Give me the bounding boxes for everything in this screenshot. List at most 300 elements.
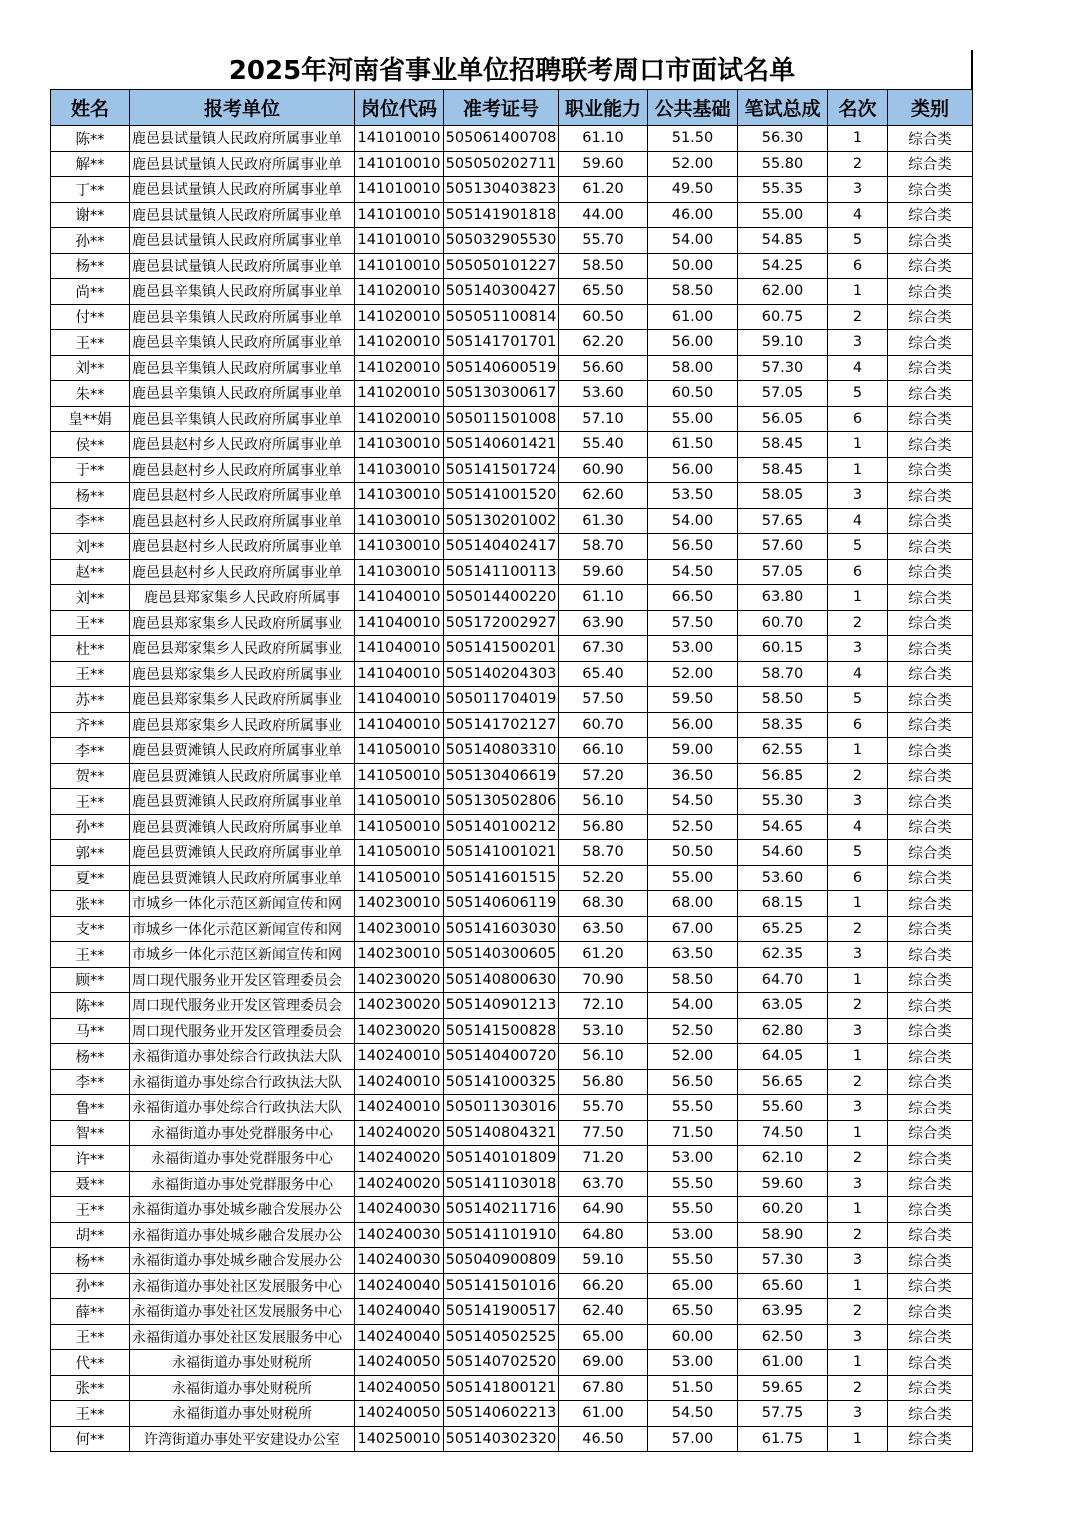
cell-unit: 永福街道办事处财税所 [130, 1375, 355, 1401]
table-row [51, 1197, 973, 1223]
cell-rank: 2 [828, 1375, 888, 1401]
cell-written-total: 56.30 [738, 126, 828, 152]
cell-written-total: 63.95 [738, 1299, 828, 1325]
cell-written-total: 56.05 [738, 406, 828, 432]
cell-professional-ability: 63.70 [559, 1171, 648, 1197]
cell-public-basics: 54.50 [648, 789, 738, 815]
cell-public-basics: 57.50 [648, 610, 738, 636]
cell-professional-ability: 60.50 [559, 304, 648, 330]
cell-category: 综合类 [888, 1375, 973, 1401]
cell-rank: 2 [828, 1299, 888, 1325]
table-row [51, 763, 973, 789]
cell-public-basics: 52.00 [648, 661, 738, 687]
cell-unit: 永福街道办事处党群服务中心 [130, 1146, 355, 1172]
cell-ticket-number: 505140101809 [444, 1146, 559, 1172]
cell-unit: 鹿邑县赵村乡人民政府所属事业单 [130, 432, 355, 458]
cell-professional-ability: 62.60 [559, 483, 648, 509]
cell-name: 李** [51, 508, 130, 534]
cell-professional-ability: 65.50 [559, 279, 648, 305]
cell-written-total: 58.50 [738, 687, 828, 713]
cell-ticket-number: 505051100814 [444, 304, 559, 330]
cell-name: 李** [51, 1069, 130, 1095]
cell-written-total: 64.70 [738, 967, 828, 993]
cell-written-total: 59.65 [738, 1375, 828, 1401]
cell-rank: 4 [828, 355, 888, 381]
cell-unit: 永福街道办事处财税所 [130, 1350, 355, 1376]
cell-public-basics: 60.50 [648, 381, 738, 407]
table-row [51, 1044, 973, 1070]
cell-public-basics: 57.00 [648, 1426, 738, 1452]
cell-public-basics: 52.00 [648, 1044, 738, 1070]
cell-ticket-number: 505140606119 [444, 891, 559, 917]
cell-written-total: 58.45 [738, 432, 828, 458]
cell-professional-ability: 58.70 [559, 840, 648, 866]
table-row [51, 457, 973, 483]
cell-ticket-number: 505141901818 [444, 202, 559, 228]
cell-name: 赵** [51, 559, 130, 585]
cell-professional-ability: 58.50 [559, 253, 648, 279]
cell-name: 李** [51, 738, 130, 764]
cell-ticket-number: 505141702127 [444, 712, 559, 738]
cell-category: 综合类 [888, 406, 973, 432]
cell-category: 综合类 [888, 1324, 973, 1350]
header-category: 类别 [888, 90, 973, 126]
cell-name: 马** [51, 1018, 130, 1044]
cell-professional-ability: 61.10 [559, 126, 648, 152]
cell-category: 综合类 [888, 559, 973, 585]
cell-public-basics: 55.00 [648, 406, 738, 432]
cell-ticket-number: 505040900809 [444, 1248, 559, 1274]
cell-post-code: 141050010 [355, 763, 444, 789]
cell-written-total: 62.55 [738, 738, 828, 764]
cell-name: 孙** [51, 814, 130, 840]
cell-name: 代** [51, 1350, 130, 1376]
cell-professional-ability: 67.30 [559, 636, 648, 662]
cell-category: 综合类 [888, 942, 973, 968]
cell-unit: 永福街道办事处综合行政执法大队 [130, 1095, 355, 1121]
cell-rank: 2 [828, 993, 888, 1019]
cell-written-total: 55.35 [738, 177, 828, 203]
cell-name: 解** [51, 151, 130, 177]
cell-name: 皇**娟 [51, 406, 130, 432]
cell-rank: 3 [828, 177, 888, 203]
cell-category: 综合类 [888, 202, 973, 228]
cell-post-code: 140240050 [355, 1375, 444, 1401]
cell-unit: 鹿邑县赵村乡人民政府所属事业单 [130, 534, 355, 560]
cell-professional-ability: 63.50 [559, 916, 648, 942]
cell-unit: 永福街道办事处城乡融合发展办公 [130, 1197, 355, 1223]
cell-written-total: 65.60 [738, 1273, 828, 1299]
cell-ticket-number: 505141103018 [444, 1171, 559, 1197]
cell-post-code: 140230010 [355, 916, 444, 942]
cell-unit: 鹿邑县辛集镇人民政府所属事业单 [130, 381, 355, 407]
cell-public-basics: 36.50 [648, 763, 738, 789]
cell-unit: 鹿邑县试量镇人民政府所属事业单 [130, 228, 355, 254]
cell-unit: 鹿邑县郑家集乡人民政府所属事业 [130, 712, 355, 738]
cell-ticket-number: 505061400708 [444, 126, 559, 152]
cell-post-code: 141050010 [355, 865, 444, 891]
cell-unit: 永福街道办事处社区发展服务中心 [130, 1299, 355, 1325]
table-row [51, 1069, 973, 1095]
table-row [51, 840, 973, 866]
cell-name: 王** [51, 942, 130, 968]
cell-name: 何** [51, 1426, 130, 1452]
cell-ticket-number: 505141501724 [444, 457, 559, 483]
table-row [51, 1375, 973, 1401]
table-row [51, 942, 973, 968]
table-row [51, 1273, 973, 1299]
cell-unit: 鹿邑县郑家集乡人民政府所属事 [130, 585, 355, 611]
cell-category: 综合类 [888, 483, 973, 509]
cell-rank: 6 [828, 406, 888, 432]
cell-professional-ability: 59.60 [559, 559, 648, 585]
cell-name: 鲁** [51, 1095, 130, 1121]
table-row [51, 916, 973, 942]
cell-unit: 永福街道办事处城乡融合发展办公 [130, 1222, 355, 1248]
cell-category: 综合类 [888, 610, 973, 636]
cell-category: 综合类 [888, 1146, 973, 1172]
cell-written-total: 62.10 [738, 1146, 828, 1172]
cell-post-code: 140240050 [355, 1350, 444, 1376]
cell-ticket-number: 505141000325 [444, 1069, 559, 1095]
cell-name: 王** [51, 1401, 130, 1427]
cell-professional-ability: 70.90 [559, 967, 648, 993]
cell-ticket-number: 505011303016 [444, 1095, 559, 1121]
table-row [51, 1299, 973, 1325]
cell-public-basics: 67.00 [648, 916, 738, 942]
cell-written-total: 55.30 [738, 789, 828, 815]
cell-public-basics: 46.00 [648, 202, 738, 228]
cell-ticket-number: 505140400720 [444, 1044, 559, 1070]
cell-rank: 5 [828, 534, 888, 560]
cell-post-code: 140230020 [355, 1018, 444, 1044]
cell-professional-ability: 61.20 [559, 942, 648, 968]
cell-category: 综合类 [888, 355, 973, 381]
cell-ticket-number: 505011704019 [444, 687, 559, 713]
cell-post-code: 141020010 [355, 279, 444, 305]
cell-unit: 周口现代服务业开发区管理委员会 [130, 993, 355, 1019]
table-row [51, 126, 973, 152]
cell-category: 综合类 [888, 1299, 973, 1325]
cell-professional-ability: 69.00 [559, 1350, 648, 1376]
cell-unit: 许湾街道办事处平安建设办公室 [130, 1426, 355, 1452]
cell-unit: 鹿邑县辛集镇人民政府所属事业单 [130, 304, 355, 330]
cell-rank: 4 [828, 814, 888, 840]
cell-category: 综合类 [888, 1044, 973, 1070]
cell-professional-ability: 57.20 [559, 763, 648, 789]
cell-post-code: 140240010 [355, 1044, 444, 1070]
cell-professional-ability: 72.10 [559, 993, 648, 1019]
cell-post-code: 141040010 [355, 636, 444, 662]
cell-post-code: 141020010 [355, 381, 444, 407]
cell-unit: 鹿邑县郑家集乡人民政府所属事业 [130, 661, 355, 687]
cell-public-basics: 55.50 [648, 1197, 738, 1223]
cell-name: 张** [51, 1375, 130, 1401]
cell-unit: 周口现代服务业开发区管理委员会 [130, 967, 355, 993]
cell-ticket-number: 505140804321 [444, 1120, 559, 1146]
cell-public-basics: 58.00 [648, 355, 738, 381]
cell-public-basics: 55.50 [648, 1095, 738, 1121]
table-row [51, 151, 973, 177]
cell-unit: 鹿邑县试量镇人民政府所属事业单 [130, 202, 355, 228]
cell-post-code: 141020010 [355, 355, 444, 381]
cell-written-total: 57.05 [738, 381, 828, 407]
cell-public-basics: 54.00 [648, 228, 738, 254]
cell-category: 综合类 [888, 1222, 973, 1248]
cell-written-total: 59.60 [738, 1171, 828, 1197]
cell-public-basics: 55.50 [648, 1171, 738, 1197]
cell-name: 王** [51, 1197, 130, 1223]
cell-post-code: 141040010 [355, 610, 444, 636]
cell-post-code: 140240030 [355, 1222, 444, 1248]
cell-ticket-number: 505140204303 [444, 661, 559, 687]
cell-post-code: 141040010 [355, 687, 444, 713]
cell-unit: 鹿邑县贾滩镇人民政府所属事业单 [130, 763, 355, 789]
cell-unit: 鹿邑县辛集镇人民政府所属事业单 [130, 330, 355, 356]
cell-public-basics: 51.50 [648, 126, 738, 152]
table-row [51, 967, 973, 993]
cell-rank: 5 [828, 228, 888, 254]
cell-name: 孙** [51, 228, 130, 254]
cell-category: 综合类 [888, 661, 973, 687]
table-row [51, 1426, 973, 1452]
table-row [51, 789, 973, 815]
table-row [51, 585, 973, 611]
cell-unit: 鹿邑县贾滩镇人民政府所属事业单 [130, 814, 355, 840]
table-row [51, 228, 973, 254]
cell-professional-ability: 58.70 [559, 534, 648, 560]
cell-name: 薛** [51, 1299, 130, 1325]
cell-written-total: 62.50 [738, 1324, 828, 1350]
cell-public-basics: 52.50 [648, 1018, 738, 1044]
cell-post-code: 141030010 [355, 508, 444, 534]
cell-public-basics: 54.50 [648, 1401, 738, 1427]
cell-ticket-number: 505141100113 [444, 559, 559, 585]
cell-ticket-number: 505011501008 [444, 406, 559, 432]
cell-name: 支** [51, 916, 130, 942]
cell-public-basics: 53.50 [648, 483, 738, 509]
cell-rank: 2 [828, 1069, 888, 1095]
cell-professional-ability: 44.00 [559, 202, 648, 228]
cell-rank: 5 [828, 381, 888, 407]
cell-post-code: 140240040 [355, 1299, 444, 1325]
cell-public-basics: 53.00 [648, 636, 738, 662]
cell-name: 许** [51, 1146, 130, 1172]
cell-written-total: 63.05 [738, 993, 828, 1019]
table-row [51, 891, 973, 917]
cell-name: 智** [51, 1120, 130, 1146]
cell-public-basics: 53.00 [648, 1350, 738, 1376]
cell-rank: 1 [828, 432, 888, 458]
cell-written-total: 58.70 [738, 661, 828, 687]
cell-ticket-number: 505141500201 [444, 636, 559, 662]
table-row [51, 1324, 973, 1350]
cell-ticket-number: 505140602213 [444, 1401, 559, 1427]
cell-written-total: 60.70 [738, 610, 828, 636]
cell-written-total: 57.30 [738, 1248, 828, 1274]
cell-category: 综合类 [888, 687, 973, 713]
cell-category: 综合类 [888, 865, 973, 891]
cell-professional-ability: 59.10 [559, 1248, 648, 1274]
cell-name: 于** [51, 457, 130, 483]
cell-post-code: 140240020 [355, 1171, 444, 1197]
cell-public-basics: 59.50 [648, 687, 738, 713]
cell-written-total: 61.75 [738, 1426, 828, 1452]
cell-professional-ability: 61.30 [559, 508, 648, 534]
cell-ticket-number: 505141701701 [444, 330, 559, 356]
cell-rank: 5 [828, 687, 888, 713]
cell-professional-ability: 55.40 [559, 432, 648, 458]
cell-unit: 市城乡一体化示范区新闻宣传和网 [130, 916, 355, 942]
table-row [51, 1171, 973, 1197]
cell-written-total: 60.15 [738, 636, 828, 662]
table-row [51, 865, 973, 891]
table-row [51, 304, 973, 330]
cell-professional-ability: 61.00 [559, 1401, 648, 1427]
cell-name: 齐** [51, 712, 130, 738]
cell-rank: 2 [828, 1146, 888, 1172]
cell-public-basics: 50.00 [648, 253, 738, 279]
cell-name: 孙** [51, 1273, 130, 1299]
cell-name: 王** [51, 661, 130, 687]
cell-professional-ability: 77.50 [559, 1120, 648, 1146]
cell-post-code: 140230020 [355, 967, 444, 993]
cell-written-total: 62.80 [738, 1018, 828, 1044]
cell-written-total: 68.15 [738, 891, 828, 917]
cell-category: 综合类 [888, 712, 973, 738]
cell-professional-ability: 71.20 [559, 1146, 648, 1172]
cell-name: 夏** [51, 865, 130, 891]
cell-unit: 鹿邑县贾滩镇人民政府所属事业单 [130, 865, 355, 891]
header-professional-ability: 职业能力 [559, 90, 648, 126]
cell-name: 刘** [51, 534, 130, 560]
cell-rank: 1 [828, 126, 888, 152]
cell-ticket-number: 505140800630 [444, 967, 559, 993]
table-row [51, 814, 973, 840]
cell-ticket-number: 505140211716 [444, 1197, 559, 1223]
cell-ticket-number: 505140601421 [444, 432, 559, 458]
cell-professional-ability: 63.90 [559, 610, 648, 636]
cell-rank: 1 [828, 1044, 888, 1070]
cell-professional-ability: 53.60 [559, 381, 648, 407]
cell-rank: 1 [828, 1197, 888, 1223]
cell-post-code: 140240020 [355, 1146, 444, 1172]
cell-name: 王** [51, 1324, 130, 1350]
cell-written-total: 59.10 [738, 330, 828, 356]
cell-rank: 1 [828, 1350, 888, 1376]
table-row [51, 534, 973, 560]
cell-written-total: 62.00 [738, 279, 828, 305]
cell-category: 综合类 [888, 432, 973, 458]
cell-rank: 3 [828, 1018, 888, 1044]
cell-unit: 永福街道办事处综合行政执法大队 [130, 1044, 355, 1070]
cell-category: 综合类 [888, 1018, 973, 1044]
cell-public-basics: 52.00 [648, 151, 738, 177]
cell-rank: 3 [828, 330, 888, 356]
cell-written-total: 60.75 [738, 304, 828, 330]
cell-public-basics: 54.00 [648, 993, 738, 1019]
cell-post-code: 140250010 [355, 1426, 444, 1452]
cell-written-total: 74.50 [738, 1120, 828, 1146]
cell-post-code: 141020010 [355, 406, 444, 432]
cell-category: 综合类 [888, 840, 973, 866]
cell-post-code: 141010010 [355, 126, 444, 152]
cell-name: 聂** [51, 1171, 130, 1197]
cell-category: 综合类 [888, 814, 973, 840]
cell-name: 丁** [51, 177, 130, 203]
cell-unit: 鹿邑县赵村乡人民政府所属事业单 [130, 483, 355, 509]
cell-category: 综合类 [888, 636, 973, 662]
cell-public-basics: 58.50 [648, 279, 738, 305]
cell-rank: 2 [828, 151, 888, 177]
cell-written-total: 57.60 [738, 534, 828, 560]
cell-post-code: 140240020 [355, 1120, 444, 1146]
cell-name: 胡** [51, 1222, 130, 1248]
cell-professional-ability: 67.80 [559, 1375, 648, 1401]
cell-category: 综合类 [888, 1197, 973, 1223]
cell-public-basics: 56.50 [648, 1069, 738, 1095]
cell-public-basics: 56.00 [648, 330, 738, 356]
cell-written-total: 54.65 [738, 814, 828, 840]
cell-rank: 6 [828, 865, 888, 891]
cell-name: 付** [51, 304, 130, 330]
cell-professional-ability: 53.10 [559, 1018, 648, 1044]
cell-professional-ability: 56.10 [559, 789, 648, 815]
cell-unit: 鹿邑县贾滩镇人民政府所属事业单 [130, 738, 355, 764]
cell-category: 综合类 [888, 534, 973, 560]
cell-unit: 永福街道办事处党群服务中心 [130, 1120, 355, 1146]
cell-category: 综合类 [888, 279, 973, 305]
cell-unit: 鹿邑县郑家集乡人民政府所属事业 [130, 610, 355, 636]
cell-professional-ability: 66.20 [559, 1273, 648, 1299]
cell-public-basics: 53.00 [648, 1146, 738, 1172]
cell-professional-ability: 56.80 [559, 814, 648, 840]
cell-category: 综合类 [888, 177, 973, 203]
cell-name: 王** [51, 610, 130, 636]
cell-unit: 鹿邑县辛集镇人民政府所属事业单 [130, 406, 355, 432]
cell-ticket-number: 505140803310 [444, 738, 559, 764]
cell-professional-ability: 66.10 [559, 738, 648, 764]
cell-rank: 1 [828, 585, 888, 611]
cell-professional-ability: 68.30 [559, 891, 648, 917]
table-row [51, 559, 973, 585]
cell-unit: 永福街道办事处财税所 [130, 1401, 355, 1427]
cell-public-basics: 55.00 [648, 865, 738, 891]
cell-rank: 2 [828, 1222, 888, 1248]
cell-rank: 3 [828, 636, 888, 662]
cell-written-total: 63.80 [738, 585, 828, 611]
cell-rank: 1 [828, 1120, 888, 1146]
cell-category: 综合类 [888, 330, 973, 356]
cell-written-total: 58.35 [738, 712, 828, 738]
table-row [51, 253, 973, 279]
cell-name: 杨** [51, 1044, 130, 1070]
cell-name: 张** [51, 891, 130, 917]
cell-written-total: 54.60 [738, 840, 828, 866]
cell-unit: 鹿邑县贾滩镇人民政府所属事业单 [130, 789, 355, 815]
cell-name: 尚** [51, 279, 130, 305]
cell-written-total: 55.00 [738, 202, 828, 228]
cell-written-total: 65.25 [738, 916, 828, 942]
table-row [51, 993, 973, 1019]
cell-professional-ability: 57.50 [559, 687, 648, 713]
cell-ticket-number: 505050202711 [444, 151, 559, 177]
cell-ticket-number: 505140300605 [444, 942, 559, 968]
cell-written-total: 54.25 [738, 253, 828, 279]
cell-public-basics: 56.50 [648, 534, 738, 560]
cell-rank: 4 [828, 661, 888, 687]
cell-post-code: 140240030 [355, 1248, 444, 1274]
